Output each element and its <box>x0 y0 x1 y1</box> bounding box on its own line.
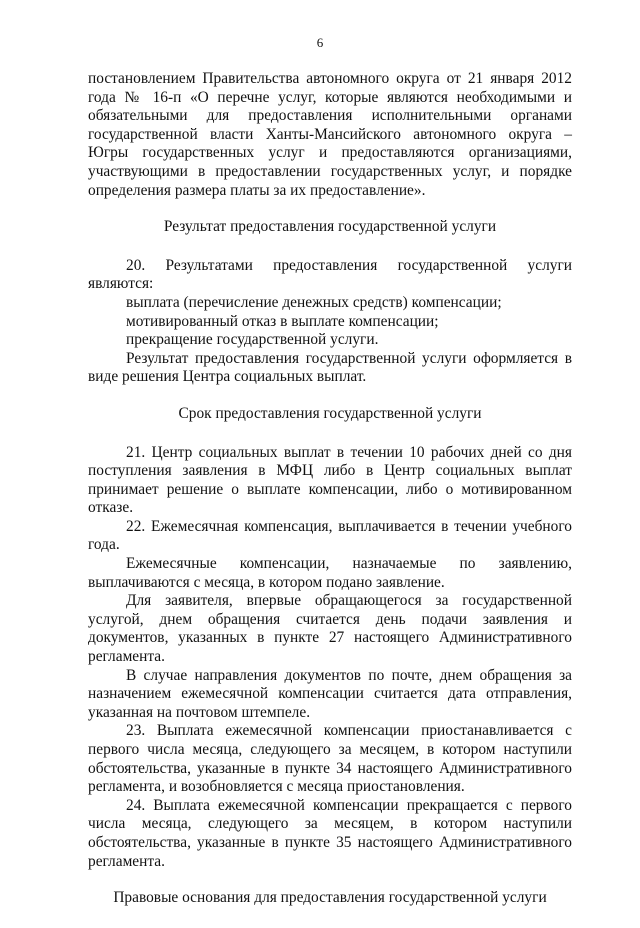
result-item-refusal: мотивированный отказ в выплате компенсации; <box>126 312 439 330</box>
paragraph-21: 21. Центр социальных выплат в течении 10 рабочих дней со дня поступления заявления в МФЦ либо в Центр социальных выплат принимает решение о выплате компенсации, либо о мотивированном отказе. <box>88 443 572 517</box>
page-number: 6 <box>316 35 324 50</box>
section-heading-term: Срок предоставления государственной услуги <box>178 404 482 422</box>
paragraph-22-postal: В случае направления документов по почте, днем обращения за назначением ежемесячной компенсации считается дата отправления, указанная на почтовом штемпеле. <box>88 666 572 721</box>
paragraph-23: 23. Выплата ежемесячной компенсации приостанавливается с первого числа месяца, следующего за месяцем, в котором наступили обстоятельства, указанные в пункте 34 настоящего Административного регламента, и возобновляется с месяца приостановления. <box>88 722 572 796</box>
paragraph-20: 20. Результатами предоставления государственной услуги являются: <box>88 256 572 293</box>
result-item-payment: выплата (перечисление денежных средств) компенсации; <box>126 293 502 311</box>
section-heading-legal: Правовые основания для предоставления государственной услуги <box>113 889 547 907</box>
paragraph-24: 24. Выплата ежемесячной компенсации прекращается с первого числа месяца, следующего за месяцем, в котором наступили обстоятельства, указанные в пункте 35 настоящего Административного регламента. <box>88 796 572 870</box>
intro-paragraph: постановлением Правительства автономного округа от 21 января 2012 года № 16-п «О перечне услуг, которые являются необходимыми и обязательными для предоставления исполнительными органами государственной власти Ханты-Мансийского автономного округа – Югры государственных услуг и предоставляются организациями, участвующими в предоставлении государственных услуг, и порядке определения размера платы за их предоставление». <box>88 70 572 199</box>
paragraph-22: 22. Ежемесячная компенсация, выплачивается в течении учебного года. <box>88 517 572 554</box>
paragraph-22-first-time: Для заявителя, впервые обращающегося за государственной услугой, днем обращения считается день подачи заявления и документов, указанных в пункте 27 настоящего Административного регламента. <box>88 592 572 666</box>
paragraph-result-form: Результат предоставления государственной услуги оформляется в виде решения Центра социальных выплат. <box>88 349 572 386</box>
paragraph-22-monthly: Ежемесячные компенсации, назначаемые по заявлению, выплачиваются с месяца, в котором подано заявление. <box>88 555 572 591</box>
section-heading-result: Результат предоставления государственной услуги <box>163 218 497 236</box>
document-body <box>88 70 572 928</box>
result-item-termination: прекращение государственной услуги. <box>126 331 379 349</box>
